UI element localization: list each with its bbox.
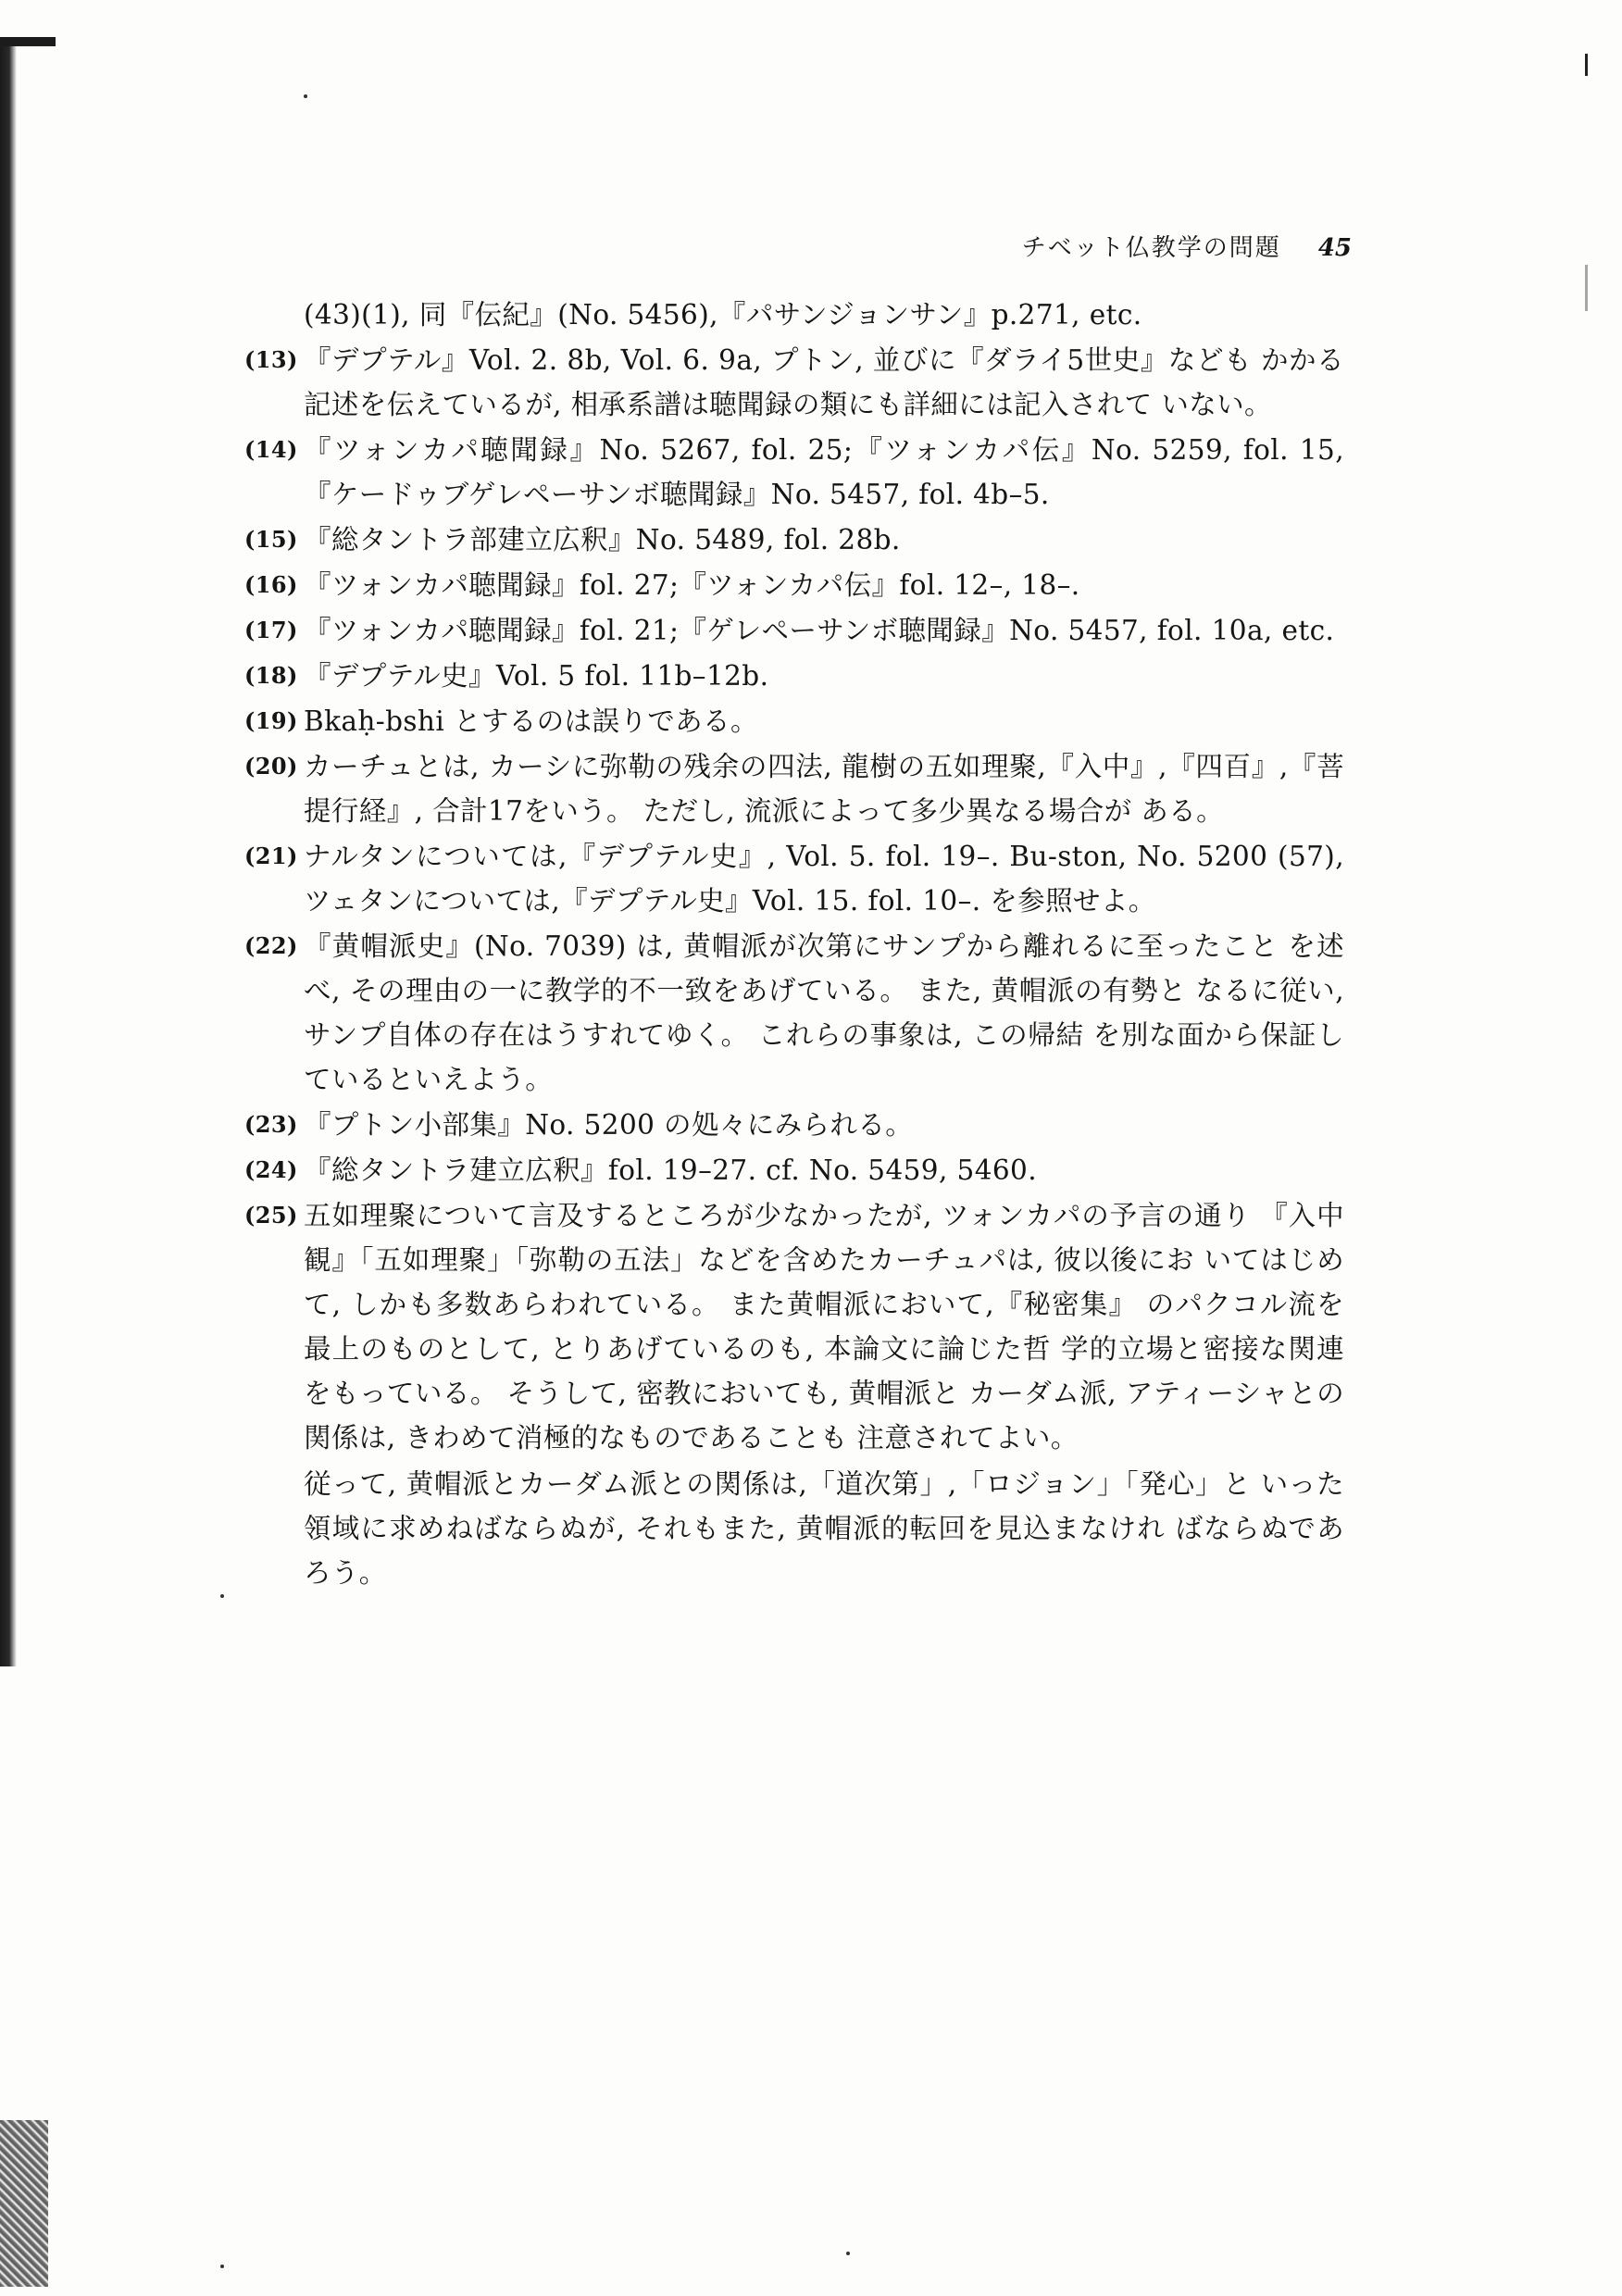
note-number: ( 20 ) <box>244 744 298 789</box>
running-title: チベット仏教学の問題 <box>1021 234 1281 262</box>
scan-edge-shadow <box>0 37 17 1666</box>
note-number: ( 24 ) <box>244 1148 298 1192</box>
note-text: 『プトン小部集』No. 5200 の処々にみられる。 <box>304 1109 914 1141</box>
note-text: 『総タントラ建立広釈』fol. 19–27. cf. No. 5459, 5460. <box>304 1154 1037 1186</box>
scan-speck <box>220 2265 224 2268</box>
note-text: 『デプテル』Vol. 2. 8b, Vol. 6. 9a, プトン, 並びに『ダライ5世史』なども かかる記述を伝えているが, 相承系譜は聴聞録の類にも詳細には記入されて いない。 <box>304 344 1344 420</box>
scan-tick <box>1585 265 1588 311</box>
scan-tick <box>1585 54 1588 76</box>
note-25 <box>250 1193 1344 1460</box>
note-number: ( 25 ) <box>244 1193 298 1238</box>
note-text: Bkaḥ-bshi とするのは誤りである。 <box>304 705 758 737</box>
note-number: ( 21 ) <box>244 834 298 879</box>
note-23 <box>250 1103 1344 1147</box>
note-21 <box>250 834 1344 923</box>
note-15 <box>250 518 1344 562</box>
note-number: ( 17 ) <box>244 608 298 653</box>
note-text: 『黄帽派史』(No. 7039) は, 黄帽派が次第にサンプから離れるに至ったこと を述べ, その理由の一に教学的不一致をあげている。 また, 黄帽派の有勢と なるに従い, サンプ自体の存在はうすれてゆく。 これらの事象は, この帰結 を別な面から保証しているといえよう。 <box>304 930 1344 1095</box>
note-text: 『ツォンカパ聴聞録』fol. 21;『ゲレペーサンボ聴聞録』No. 5457, fol. 10a, etc. <box>304 615 1335 646</box>
scan-speck <box>846 2252 850 2255</box>
note-text: 『ツォンカパ聴聞録』fol. 27;『ツォンカパ伝』fol. 12–, 18–. <box>304 569 1080 601</box>
note-17 <box>250 608 1344 653</box>
scan-corner-mark <box>0 37 56 46</box>
note-text: 『総タントラ部建立広釈』No. 5489, fol. 28b. <box>304 524 901 555</box>
note-18 <box>250 654 1344 698</box>
note-number: ( 16 ) <box>244 563 298 607</box>
note-22 <box>250 924 1344 1102</box>
note-continuation <box>250 293 1344 337</box>
note-14 <box>250 428 1344 517</box>
note-19 <box>250 699 1344 743</box>
note-text: 五如理聚について言及するところが少なかったが, ツォンカパの予言の通り 『入中観』「五如理聚」「弥勒の五法」などを含めたカーチュパは, 彼以後にお いてはじめて, しかも多数あらわれている。 また黄帽派において,『秘密集』 のパクコル流を最上のものとして, とりあげているのも, 本論文に論じた哲 学的立場と密接な関連をもっている。 そうして, 密教においても, 黄帽派と カーダム派, アティーシャとの関係は, きわめて消極的なものであることも 注意されてよい。 <box>304 1200 1344 1454</box>
note-number: ( 15 ) <box>244 518 298 562</box>
note-13 <box>250 338 1344 427</box>
note-text: カーチュとは, カーシに弥勒の残余の四法, 龍樹の五如理聚,『入中』,『四百』,『菩提行経』, 合計17をいう。 ただし, 流派によって多少異なる場合が ある。 <box>304 751 1344 827</box>
note-text: 『デプテル史』Vol. 5 fol. 11b–12b. <box>304 660 769 692</box>
note-20 <box>250 744 1344 833</box>
note-text: (43)(1), 同『伝紀』(No. 5456),『パサンジョンサン』p.271, etc. <box>304 299 1142 331</box>
scan-blot <box>0 2120 48 2287</box>
note-25-continuation: 従って, 黄帽派とカーダム派との関係は,「道次第」,「ロジョン」「発心」と いった領域に求めねばならぬが, それもまた, 黄帽派的転回を見込まなけれ ばならぬであろう。 <box>304 1468 1344 1589</box>
note-text: ナルタンについては,『デプテル史』, Vol. 5. fol. 19–. Bu-ston, No. 5200 (57), ツェタンについては,『デプテル史』Vol. 15. fol. 10–. を参照せよ。 <box>304 841 1344 917</box>
scan-speck <box>304 94 307 98</box>
note-number: ( 23 ) <box>244 1103 298 1147</box>
note-number: ( 13 ) <box>244 338 298 382</box>
note-24 <box>250 1148 1344 1192</box>
note-number: ( 14 ) <box>244 428 298 472</box>
note-number: ( 19 ) <box>244 699 298 743</box>
scan-speck <box>220 1594 224 1598</box>
endnotes <box>250 293 1344 1595</box>
page-number: 45 <box>1317 234 1352 262</box>
running-header <box>1022 229 1352 263</box>
note-number: ( 18 ) <box>244 654 298 698</box>
note-number: ( 22 ) <box>244 924 298 968</box>
note-text: 『ツォンカパ聴聞録』No. 5267, fol. 25;『ツォンカパ伝』No. 5259, fol. 15, 『ケードゥブゲレペーサンボ聴聞録』No. 5457, fol. 4b–5. <box>304 434 1344 510</box>
note-16 <box>250 563 1344 607</box>
